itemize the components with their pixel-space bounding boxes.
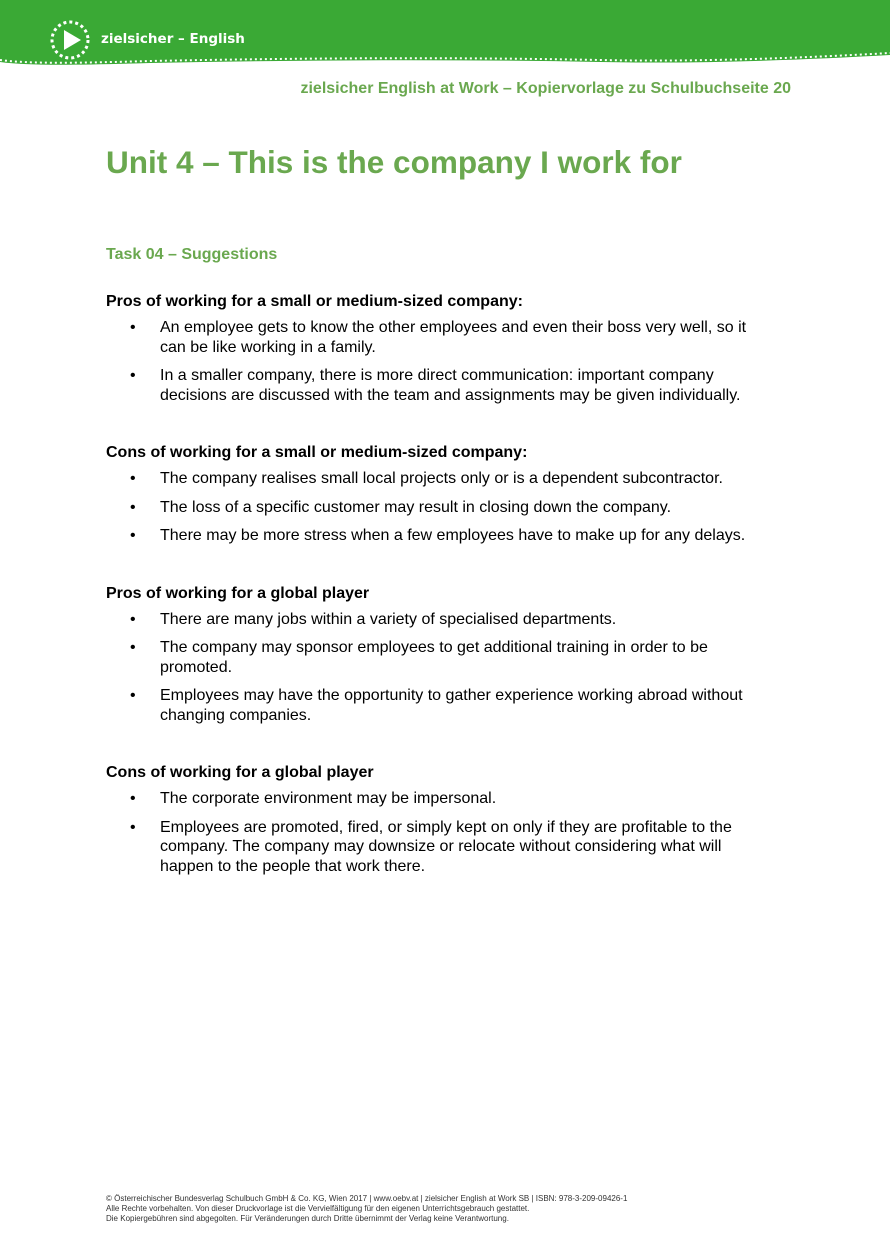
- bullet-list: [106, 318, 796, 405]
- bullet-icon: •: [130, 527, 136, 544]
- header-subtitle: zielsicher English at Work – Kopiervorlage zu Schulbuchseite 20: [300, 80, 791, 97]
- section-heading: Pros of working for a small or medium-sized company:: [106, 293, 523, 310]
- bullet-icon: •: [130, 470, 136, 487]
- list-item: • The company may sponsor employees to get additional training in order to be promoted.: [130, 639, 708, 676]
- bullet-icon: •: [130, 687, 136, 704]
- section-pros-small-company: [106, 292, 796, 405]
- list-item: • Employees may have the opportunity to gather experience working abroad without changing companies.: [130, 687, 743, 724]
- bullet-list: [106, 789, 796, 876]
- list-item: • The company realises small local projects only or is a dependent subcontractor.: [130, 470, 723, 487]
- list-item: • In a smaller company, there is more direct communication: important company decisions are discussed with the team and assignments may be given individually.: [130, 367, 741, 404]
- task-title: Task 04 – Suggestions: [106, 246, 278, 263]
- list-item: • The loss of a specific customer may result in closing down the company.: [130, 498, 672, 516]
- footer-line: © Österreichischer Bundesverlag Schulbuch GmbH & Co. KG, Wien 2017 | www.oebv.at | zielsicher English at Work SB | ISBN: 978-3-209-09426-1: [106, 1194, 628, 1203]
- bullet-icon: •: [130, 639, 136, 656]
- list-item: • There may be more stress when a few employees have to make up for any delays.: [130, 527, 746, 544]
- section-heading: Cons of working for a global player: [106, 764, 374, 781]
- bullet-icon: •: [130, 818, 136, 836]
- bullet-icon: •: [130, 367, 136, 384]
- bullet-icon: •: [130, 610, 136, 628]
- bullet-list: [106, 469, 796, 546]
- section-heading: Cons of working for a small or medium-sized company:: [106, 444, 528, 461]
- footer-line: Alle Rechte vorbehalten. Von dieser Druckvorlage ist die Vervielfältigung für den eigenen Unterrichtsgebrauch gestattet.: [106, 1204, 530, 1213]
- content: [106, 292, 796, 885]
- list-item: • There are many jobs within a variety of specialised departments.: [130, 610, 617, 628]
- brand-name: zielsicher – English: [101, 31, 245, 47]
- section-pros-global-player: [106, 584, 796, 726]
- footer-line: Die Kopiergebühren sind abgegolten. Für Veränderungen durch Dritte übernimmt der Verlag keine Verantwortung.: [106, 1214, 509, 1223]
- list-item: • The corporate environment may be impersonal.: [130, 790, 497, 807]
- footer-copyright: [106, 1194, 627, 1224]
- section-cons-small-company: [106, 443, 796, 546]
- list-item: • Employees are promoted, fired, or simply kept on only if they are profitable to the company. The company may downsize or relocate without considering what will happen to the people that work there.: [130, 818, 732, 875]
- section-heading: Pros of working for a global player: [106, 584, 370, 602]
- bullet-list: [106, 610, 796, 726]
- bullet-icon: •: [130, 498, 136, 516]
- bullet-icon: •: [130, 319, 136, 336]
- list-item: • An employee gets to know the other employees and even their boss very well, so it can be like working in a family.: [130, 319, 747, 356]
- page-title: Unit 4 – This is the company I work for: [106, 144, 682, 180]
- section-cons-global-player: [106, 763, 796, 876]
- bullet-icon: •: [130, 790, 136, 807]
